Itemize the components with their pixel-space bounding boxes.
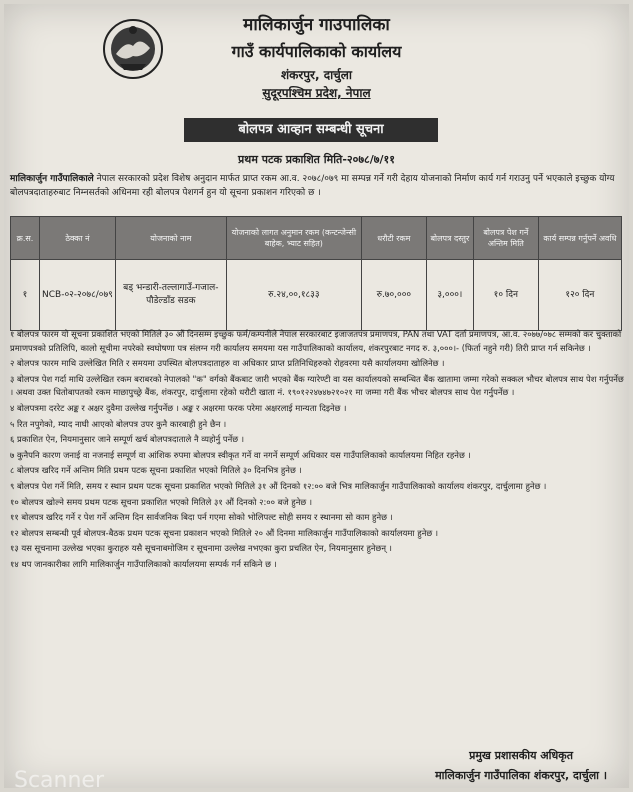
term-item: १ बोलपत्र फारम यो सूचना प्रकाशित भएको मितिले ३० औं दिनसम्म इच्छुक फर्म/कम्पनीले नेपाल सरकारबाट इजाजतपत्र प्रमाणपत्र, PAN तथा VAT दर्ता प्रमाणपत्र, आ.व. २०७७/०७८ सम्मको कर चुक्ताको प्रमाणपत्रको प्रतिलिपि, कालो सूचीमा नपरेको स्वघोषणा पत्र संलग्न गरी कार्यालय समयमा यस गाउँपालिकाको कार्यालय, शंकरपुरबाट नगद रु. ३,०००।- (फिर्ता नहुने गरी) तिरी प्राप्त गर्न सकिनेछ । <box>10 329 622 353</box>
term-item: ४ बोलपत्रमा दररेट अङ्क र अक्षर दुवैमा उल्लेख गर्नुपर्नेछ । अङ्क र अक्षरमा फरक परेमा अक्षरलाई मान्यता दिइनेछ । <box>10 402 347 413</box>
term-item: १२ बोलपत्र सम्बन्धी पूर्व बोलपत्र-बैठक प्रथम पटक सूचना प्रकाशन भएको मितिले २० औं दिनमा मालिकार्जुन गाउँपालिकाको कार्यालयमा हुनेछ । <box>10 527 439 538</box>
tender-table <box>10 216 622 331</box>
notice-paper <box>4 4 629 788</box>
table-cell: १० दिन <box>473 260 538 331</box>
intro-paragraph <box>10 172 622 200</box>
col-header: बोलपत्र पेश गर्ने अन्तिम मिति <box>473 217 538 260</box>
col-header: योजनाको लागत अनुमान रकम (कन्टन्जेन्सी बाहेक, भ्याट सहित) <box>226 217 361 260</box>
table-cell: बड् भन्डारी-तल्लागाउँ-गजाल-पौडेल्डाँड सडक <box>115 260 226 331</box>
signatory-title: प्रमुख प्रशासकीय अधिकृत <box>469 749 574 762</box>
term-item: ३ बोलपत्र पेश गर्दा माथि उल्लेखित रकम बराबरको नेपालको "क" वर्गको बैंकबाट जारी भएको बैंक ग्यारेण्टी वा यस कार्यालयको सम्बन्धित बैंक खातामा जम्मा गरेको सक्कल भौचर बोलपत्र साथ पेश गर्नुपर्नेछ । अथवा उक्त धितोबापतको रकम माछापुच्छ्रे बैंक, शंकरपुर, दार्चुलामा रहेको धरौटी खाता नं. १९०१२२४७४७२१०२१ मा जम्मा गरी बैंक भौचर बोलपत्र साथ पेश गर्नुपर्नेछ । <box>10 373 624 398</box>
table-row <box>11 260 622 331</box>
province-name: सुदूरपश्चिम प्रदेश, नेपाल <box>262 86 371 100</box>
intro-lead: मालिकार्जुन गाउँपालिकाले <box>10 174 94 184</box>
signatory-office: मालिकार्जुन गाउँपालिका शंकरपुर, दार्चुला । <box>435 769 607 782</box>
term-item: ५ रित नपुगेको, म्याद नाघी आएको बोलपत्र उपर कुनै कारबाही हुने छैन । <box>10 418 227 429</box>
col-header: बोलपत्र दस्तुर <box>426 217 473 260</box>
term-item: ७ कुनैपनि कारण जनाई वा नजनाई सम्पूर्ण वा आंशिक रुपमा बोलपत्र स्वीकृत गर्ने वा नगर्ने सम्पूर्ण अधिकार यस गाउँपालिकाको कार्यालयमा निहित रहनेछ । <box>10 449 471 460</box>
table-cell: NCB-०२-२०७८/०७९ <box>40 260 116 331</box>
office-address: शंकरपुर, दार्चुला <box>280 68 353 82</box>
col-header: ठेक्का नं <box>40 217 116 260</box>
intro-text: नेपाल सरकारको प्रदेश विशेष अनुदान मार्फत प्राप्त रकम आ.व. २०७८/०७९ मा सम्पन्न गर्ने गरी देहाय योजनाको निर्माण कार्य गर्न गराउनु पर्ने भएकाले इच्छुक योग्य बोलपत्रदाताहरुबाट निम्नसर्तको अधिनमा रही बोलपत्र पेशगर्न हुन यो सूचना प्रकाशन गरिएको छ । <box>10 174 615 198</box>
col-header: धरौटी रकम <box>361 217 426 260</box>
notice-title-banner: बोलपत्र आव्हान सम्बन्धी सूचना <box>184 118 438 142</box>
table-header-row <box>11 217 622 260</box>
term-item: ६ प्रकाशित ऐन, नियमानुसार जाने सम्पूर्ण खर्च बोलपत्रदाताले नै व्यहोर्नु पर्नेछ । <box>10 434 245 445</box>
terms-list <box>10 328 624 574</box>
term-item: ९ बोलपत्र पेश गर्ने मिति, समय र स्थान प्रथम पटक सूचना प्रकाशित भएको मितिले ३१ औं दिनको १२:०० बजे भित्र मालिकार्जुन गाउँपालिकाको कार्यालय शंकरपुर, दार्चुलामा हुनेछ । <box>10 480 547 491</box>
col-header: क्र.स. <box>11 217 40 260</box>
office-name: गाउँ कार्यपालिकाको कार्यालय <box>231 42 402 61</box>
table-cell: ३,०००। <box>426 260 473 331</box>
table-cell: रु.७०,००० <box>361 260 426 331</box>
term-item: ११ बोलपत्र खरिद गर्ने र पेश गर्ने अन्तिम दिन सार्वजनिक बिदा पर्न गएमा सोको भोलिपल्ट सोही समय र स्थानमा सो काम हुनेछ । <box>10 512 393 523</box>
term-item: २ बोलपत्र फारम माथि उल्लेखित मिति र समयमा उपस्थित बोलपत्रदाताहरु वा अधिकार प्राप्त प्रतिनिधिहरुको रोहवरमा यसै कार्यालयमा खोलिनेछ । <box>10 358 445 369</box>
col-header: कार्य सम्पन्न गर्नुपर्ने अवधि <box>538 217 621 260</box>
signature-block <box>435 746 607 786</box>
table-cell: रु.२४,००,१८३३ <box>226 260 361 331</box>
table-cell: १२० दिन <box>538 260 621 331</box>
term-item: १३ यस सूचनामा उल्लेख भएका कुराहरु यसै सूचनाबमोजिम र सूचनामा उल्लेख नभएका कुरा प्रचलित ऐन, नियमानुसार हुनेछन् । <box>10 543 392 554</box>
table-cell: १ <box>11 260 40 331</box>
term-item: ८ बोलपत्र खरिद गर्ने अन्तिम मिति प्रथम पटक सूचना प्रकाशित भएको मितिले ३० दिनभित्र हुनेछ । <box>10 465 302 476</box>
publication-date: प्रथम पटक प्रकाशित मिति-२०७८/७/११ <box>238 153 395 166</box>
municipality-name: मालिकार्जुन गाउपालिका <box>243 15 390 35</box>
col-header: योजनाको नाम <box>115 217 226 260</box>
scanner-watermark: Scanner <box>14 768 105 788</box>
term-item: १४ थप जानकारीका लागि मालिकार्जुन गाउँपालिकाको कार्यालयमा सम्पर्क गर्न सकिने छ । <box>10 558 277 569</box>
term-item: १० बोलपत्र खोल्ने समय प्रथम पटक सूचना प्रकाशित भएको मितिले ३१ औं दिनको २:०० बजे हुनेछ । <box>10 496 313 507</box>
